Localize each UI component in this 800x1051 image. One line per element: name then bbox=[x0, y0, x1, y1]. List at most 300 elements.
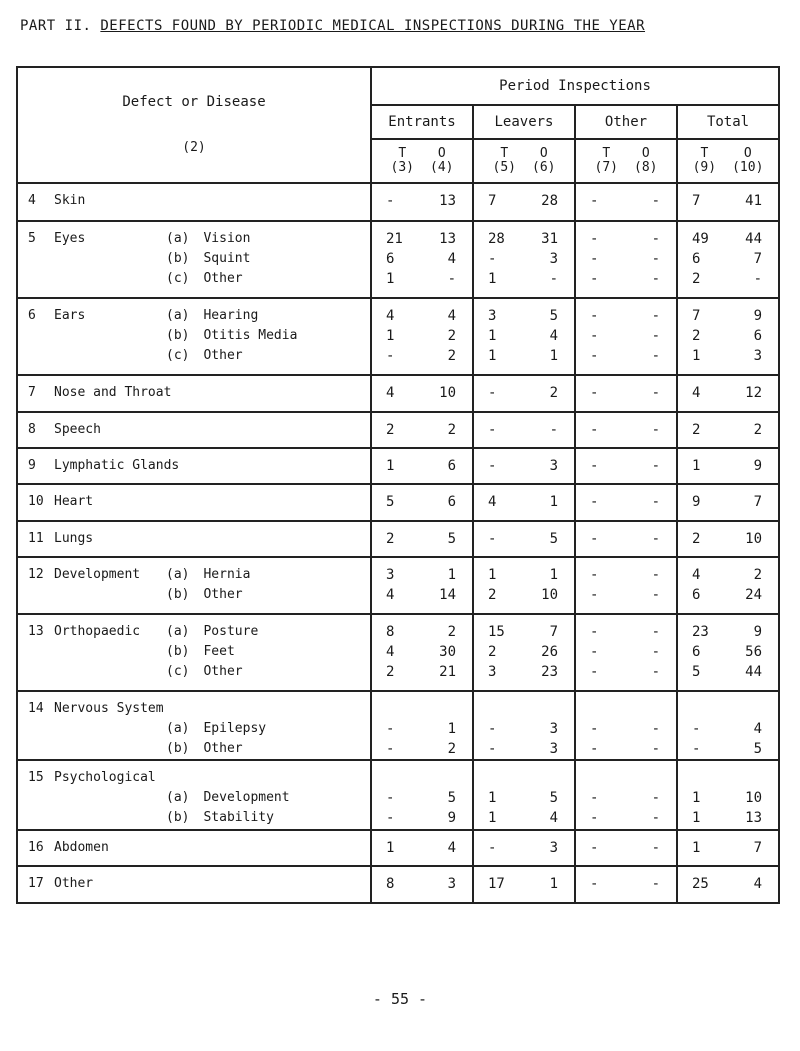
value-t: 1 bbox=[692, 810, 701, 827]
defect-lines bbox=[18, 867, 370, 894]
value-o: 44 bbox=[745, 663, 763, 680]
value-row bbox=[576, 420, 676, 440]
page-title: DEFECTS FOUND BY PERIODIC MEDICAL INSPECTIONS DURING THE YEAR bbox=[100, 18, 646, 34]
value-row bbox=[576, 788, 676, 808]
value-o: - bbox=[651, 790, 660, 807]
t-letter: T bbox=[500, 146, 509, 162]
section-title: Orthopaedic bbox=[54, 623, 141, 639]
value-o: 1 bbox=[549, 494, 558, 511]
value-o: 1 bbox=[549, 348, 558, 365]
defect-line bbox=[28, 420, 370, 440]
value-cell bbox=[473, 183, 575, 221]
value-t: - bbox=[488, 421, 497, 438]
value-o: 3 bbox=[549, 457, 558, 474]
value-cell bbox=[371, 521, 473, 557]
section-title bbox=[54, 249, 166, 269]
value-row bbox=[372, 326, 472, 346]
value-row bbox=[474, 585, 574, 605]
value-row bbox=[576, 642, 676, 662]
defect-lines bbox=[18, 692, 370, 759]
value-cell bbox=[575, 448, 677, 484]
section-title-line bbox=[28, 699, 370, 719]
sub-label: Other bbox=[203, 663, 243, 679]
value-row bbox=[474, 420, 574, 440]
type-t-label bbox=[595, 147, 618, 174]
sub-letter: (b) bbox=[166, 328, 190, 344]
value-t: - bbox=[386, 348, 395, 365]
to-pair bbox=[391, 147, 454, 174]
value-t: 6 bbox=[386, 251, 395, 268]
value-cell bbox=[473, 521, 575, 557]
value-t: 1 bbox=[692, 457, 701, 474]
blank-line bbox=[576, 768, 676, 788]
value-cell bbox=[371, 691, 473, 761]
value-row bbox=[474, 191, 574, 211]
defect-lines bbox=[18, 299, 370, 366]
value-cell bbox=[677, 760, 779, 830]
sub-label: Other bbox=[203, 348, 243, 364]
value-t: 3 bbox=[386, 567, 395, 584]
value-row bbox=[576, 808, 676, 828]
value-cell bbox=[575, 691, 677, 761]
table-row bbox=[17, 557, 779, 614]
value-lines bbox=[474, 522, 574, 549]
value-t: 3 bbox=[488, 663, 497, 680]
value-cell bbox=[677, 412, 779, 448]
value-o: 10 bbox=[541, 587, 558, 604]
value-t: 2 bbox=[692, 328, 701, 345]
value-cell bbox=[677, 557, 779, 614]
value-row bbox=[678, 565, 778, 585]
value-lines bbox=[576, 376, 676, 403]
value-lines bbox=[372, 184, 472, 211]
value-t: - bbox=[692, 740, 701, 757]
section-title bbox=[54, 326, 166, 346]
value-t: 1 bbox=[488, 790, 497, 807]
value-row bbox=[576, 838, 676, 858]
value-row bbox=[576, 249, 676, 269]
section-number: 12 bbox=[28, 567, 44, 583]
value-o: 5 bbox=[447, 790, 456, 807]
defect-lines bbox=[18, 485, 370, 512]
page-number: - 55 - bbox=[372, 990, 428, 1008]
value-cell bbox=[473, 412, 575, 448]
value-t: 6 bbox=[692, 643, 701, 660]
defect-line bbox=[28, 269, 370, 289]
value-o: 9 bbox=[753, 308, 763, 325]
sub-letter: (b) bbox=[166, 251, 190, 267]
section-number bbox=[28, 346, 54, 366]
value-row bbox=[474, 326, 574, 346]
section-title bbox=[54, 585, 166, 605]
value-t: 9 bbox=[692, 494, 701, 511]
value-t: - bbox=[488, 840, 497, 857]
value-o: - bbox=[651, 193, 660, 209]
value-t: - bbox=[386, 810, 395, 827]
value-lines bbox=[678, 299, 778, 366]
blank-line bbox=[678, 768, 778, 788]
section-title: Nose and Throat bbox=[54, 385, 172, 401]
value-t: - bbox=[590, 530, 599, 547]
table-row bbox=[17, 830, 779, 866]
value-cell bbox=[575, 760, 677, 830]
value-cell bbox=[575, 521, 677, 557]
section-number: 8 bbox=[28, 421, 36, 437]
table-row bbox=[17, 221, 779, 298]
value-row bbox=[474, 565, 574, 585]
sub-label: Posture bbox=[203, 623, 259, 639]
value-row bbox=[474, 306, 574, 326]
section-number: 11 bbox=[28, 530, 44, 546]
value-t: 3 bbox=[488, 308, 497, 325]
value-row bbox=[474, 492, 574, 512]
value-o: 5 bbox=[447, 530, 456, 547]
value-o: - bbox=[651, 587, 660, 604]
value-row bbox=[678, 529, 778, 549]
defect-line bbox=[28, 739, 370, 759]
value-o: 30 bbox=[439, 643, 456, 660]
value-t: 1 bbox=[386, 457, 395, 474]
value-row bbox=[372, 492, 472, 512]
value-row bbox=[372, 788, 472, 808]
value-t: - bbox=[386, 740, 395, 757]
value-row bbox=[474, 383, 574, 403]
defect-line bbox=[28, 874, 370, 894]
defect-line bbox=[28, 585, 370, 605]
value-row bbox=[372, 456, 472, 476]
value-o: 1 bbox=[549, 567, 558, 584]
value-o: - bbox=[651, 567, 660, 584]
sub-letter: (b) bbox=[166, 810, 190, 826]
value-o: 6 bbox=[447, 457, 456, 474]
value-row bbox=[576, 662, 676, 682]
section-number: 17 bbox=[28, 876, 44, 892]
section-number: 16 bbox=[28, 840, 44, 856]
defect-cell bbox=[17, 521, 371, 557]
value-row bbox=[372, 383, 472, 403]
value-lines bbox=[678, 413, 778, 440]
value-row bbox=[474, 249, 574, 269]
value-o: 24 bbox=[745, 587, 763, 604]
value-o: 12 bbox=[745, 385, 763, 402]
value-t: 7 bbox=[488, 193, 497, 209]
section-title: Other bbox=[54, 876, 94, 892]
value-row bbox=[372, 191, 472, 211]
value-row bbox=[474, 788, 574, 808]
value-lines bbox=[576, 184, 676, 211]
value-o: 3 bbox=[549, 840, 558, 857]
value-t: 1 bbox=[692, 840, 701, 857]
defect-cell bbox=[17, 866, 371, 903]
value-o: 7 bbox=[753, 840, 763, 857]
value-cell bbox=[677, 183, 779, 221]
value-cell bbox=[677, 614, 779, 691]
value-cell bbox=[371, 448, 473, 484]
value-row bbox=[372, 622, 472, 642]
value-row bbox=[678, 492, 778, 512]
value-o: - bbox=[651, 530, 660, 547]
table-row bbox=[17, 298, 779, 375]
sub-label: Squint bbox=[203, 251, 251, 267]
value-cell bbox=[575, 412, 677, 448]
value-t: 5 bbox=[692, 663, 701, 680]
value-cell bbox=[371, 412, 473, 448]
value-o: 31 bbox=[541, 231, 558, 248]
value-o: 5 bbox=[753, 740, 763, 757]
value-o: 28 bbox=[541, 193, 558, 209]
section-number bbox=[28, 642, 54, 662]
t-column-number: (9) bbox=[692, 160, 717, 175]
t-letter: T bbox=[700, 146, 709, 162]
table-row bbox=[17, 183, 779, 221]
value-cell bbox=[473, 691, 575, 761]
value-lines bbox=[678, 831, 778, 858]
value-t: - bbox=[386, 193, 395, 209]
value-row bbox=[372, 585, 472, 605]
t-column-number: (3) bbox=[390, 160, 414, 175]
value-cell bbox=[677, 866, 779, 903]
section-title bbox=[54, 346, 166, 366]
value-cell bbox=[371, 866, 473, 903]
to-pair bbox=[493, 147, 556, 174]
sub-letter: (b) bbox=[166, 740, 190, 756]
value-t: - bbox=[590, 421, 599, 438]
blank-line bbox=[576, 699, 676, 719]
value-lines bbox=[576, 222, 676, 289]
value-cell bbox=[575, 557, 677, 614]
value-t: 28 bbox=[488, 231, 505, 248]
defect-line bbox=[28, 346, 370, 366]
value-row bbox=[576, 456, 676, 476]
value-t: 1 bbox=[386, 271, 395, 288]
value-cell bbox=[575, 221, 677, 298]
value-row bbox=[678, 739, 778, 759]
value-t: 2 bbox=[488, 587, 497, 604]
value-lines bbox=[678, 449, 778, 476]
section-title bbox=[54, 788, 166, 808]
section-number: 6 bbox=[28, 308, 36, 324]
o-column-number: (10) bbox=[732, 160, 764, 175]
defect-column-number: (2) bbox=[182, 140, 206, 155]
o-column-number: (8) bbox=[634, 160, 658, 175]
defect-lines bbox=[18, 522, 370, 549]
value-o: - bbox=[651, 876, 660, 893]
t-column-number: (5) bbox=[492, 160, 516, 175]
type-t-label bbox=[391, 147, 414, 174]
defect-cell bbox=[17, 183, 371, 221]
value-row bbox=[372, 642, 472, 662]
sub-letter: (a) bbox=[166, 790, 190, 806]
value-o: 1 bbox=[447, 720, 456, 737]
table-row bbox=[17, 521, 779, 557]
value-cell bbox=[473, 484, 575, 520]
value-o: - bbox=[651, 810, 660, 827]
value-t: 1 bbox=[488, 271, 497, 288]
value-row bbox=[678, 642, 778, 662]
value-t: - bbox=[590, 348, 599, 365]
sub-label: Feet bbox=[203, 643, 235, 659]
value-t: - bbox=[590, 193, 599, 209]
value-t: 8 bbox=[386, 876, 395, 893]
value-t: 6 bbox=[692, 587, 701, 604]
value-o: 41 bbox=[745, 193, 763, 209]
value-cell bbox=[677, 375, 779, 411]
value-o: 44 bbox=[745, 231, 763, 248]
sub-letter: (a) bbox=[166, 231, 190, 247]
value-cell bbox=[473, 760, 575, 830]
section-number: 7 bbox=[28, 385, 36, 401]
value-cell bbox=[677, 521, 779, 557]
value-o: 2 bbox=[447, 421, 456, 438]
value-lines bbox=[678, 522, 778, 549]
value-cell bbox=[677, 298, 779, 375]
value-row bbox=[576, 529, 676, 549]
value-t: 15 bbox=[488, 623, 505, 640]
value-t: 49 bbox=[692, 231, 709, 248]
value-lines bbox=[576, 449, 676, 476]
table-row bbox=[17, 484, 779, 520]
value-lines bbox=[576, 299, 676, 366]
type-o-label bbox=[430, 147, 453, 174]
defect-line bbox=[28, 191, 370, 211]
sub-label: Hearing bbox=[203, 308, 259, 324]
value-row bbox=[576, 719, 676, 739]
value-t: 1 bbox=[386, 840, 395, 857]
value-o: 7 bbox=[549, 623, 558, 640]
value-cell bbox=[371, 484, 473, 520]
value-o: 3 bbox=[549, 740, 558, 757]
section-title: Lungs bbox=[54, 530, 94, 546]
value-cell bbox=[473, 221, 575, 298]
value-o: 10 bbox=[745, 530, 763, 547]
value-cell bbox=[575, 830, 677, 866]
defect-line bbox=[28, 838, 370, 858]
value-lines bbox=[372, 831, 472, 858]
value-o: 5 bbox=[549, 790, 558, 807]
table-row bbox=[17, 412, 779, 448]
section-title bbox=[54, 642, 166, 662]
page-header bbox=[20, 18, 645, 34]
value-t: - bbox=[590, 663, 599, 680]
value-row bbox=[678, 662, 778, 682]
value-lines bbox=[678, 761, 778, 828]
value-lines bbox=[576, 615, 676, 682]
sub-letter: (b) bbox=[166, 587, 190, 603]
value-row bbox=[474, 642, 574, 662]
value-t: - bbox=[590, 271, 599, 288]
table-row bbox=[17, 614, 779, 691]
value-t: - bbox=[488, 251, 497, 268]
section-number bbox=[28, 808, 54, 828]
value-o: 2 bbox=[447, 328, 456, 345]
value-o: 9 bbox=[753, 623, 763, 640]
value-cell bbox=[371, 298, 473, 375]
value-o: 6 bbox=[753, 328, 763, 345]
sub-header-3 bbox=[677, 139, 779, 183]
value-row bbox=[576, 585, 676, 605]
value-o: 3 bbox=[753, 348, 763, 365]
value-o: - bbox=[651, 663, 660, 680]
value-row bbox=[576, 383, 676, 403]
value-o: - bbox=[651, 308, 660, 325]
value-o: 13 bbox=[439, 231, 456, 248]
value-row bbox=[474, 346, 574, 366]
o-column-number: (6) bbox=[532, 160, 556, 175]
value-t: - bbox=[590, 457, 599, 474]
defect-line bbox=[28, 326, 370, 346]
value-t: - bbox=[386, 790, 395, 807]
defect-cell bbox=[17, 412, 371, 448]
value-cell bbox=[473, 830, 575, 866]
value-row bbox=[474, 456, 574, 476]
value-cell bbox=[575, 375, 677, 411]
section-number: 10 bbox=[28, 494, 44, 510]
defect-cell bbox=[17, 484, 371, 520]
value-o: 4 bbox=[447, 251, 456, 268]
value-o: 2 bbox=[549, 385, 558, 402]
value-t: 4 bbox=[386, 587, 395, 604]
value-o: - bbox=[651, 348, 660, 365]
value-lines bbox=[576, 558, 676, 605]
value-row bbox=[678, 838, 778, 858]
defect-cell bbox=[17, 614, 371, 691]
table-row bbox=[17, 760, 779, 830]
value-row bbox=[576, 269, 676, 289]
value-o: 21 bbox=[439, 663, 456, 680]
value-o: - bbox=[651, 720, 660, 737]
section-number: 14 bbox=[28, 700, 44, 716]
value-o: 7 bbox=[753, 251, 763, 268]
value-row bbox=[678, 788, 778, 808]
value-t: - bbox=[590, 810, 599, 827]
value-t: 8 bbox=[386, 623, 395, 640]
defect-line bbox=[28, 306, 370, 326]
defect-line bbox=[28, 808, 370, 828]
value-row bbox=[576, 565, 676, 585]
value-t: - bbox=[590, 587, 599, 604]
blank-line bbox=[474, 768, 574, 788]
value-cell bbox=[371, 221, 473, 298]
value-o: 4 bbox=[753, 720, 763, 737]
value-t: - bbox=[590, 308, 599, 325]
value-o: 1 bbox=[447, 567, 456, 584]
value-o: 7 bbox=[753, 494, 763, 511]
value-o: - bbox=[651, 271, 660, 288]
value-o: 26 bbox=[541, 643, 558, 660]
value-o: 3 bbox=[447, 876, 456, 893]
value-row bbox=[678, 808, 778, 828]
defect-cell bbox=[17, 557, 371, 614]
value-t: 1 bbox=[488, 567, 497, 584]
sub-label: Vision bbox=[203, 231, 251, 247]
value-row bbox=[372, 229, 472, 249]
value-row bbox=[576, 492, 676, 512]
value-cell bbox=[371, 375, 473, 411]
value-lines bbox=[678, 184, 778, 211]
group-header-leavers: Leavers bbox=[473, 105, 575, 139]
value-lines bbox=[372, 522, 472, 549]
value-lines bbox=[678, 867, 778, 894]
section-title: Psychological bbox=[54, 770, 156, 786]
defect-lines bbox=[18, 184, 370, 211]
o-letter: O bbox=[539, 146, 548, 162]
o-column-number: (4) bbox=[430, 160, 454, 175]
value-t: - bbox=[590, 790, 599, 807]
value-row bbox=[474, 739, 574, 759]
section-number: 15 bbox=[28, 770, 44, 786]
value-t: 6 bbox=[692, 251, 701, 268]
value-row bbox=[678, 585, 778, 605]
